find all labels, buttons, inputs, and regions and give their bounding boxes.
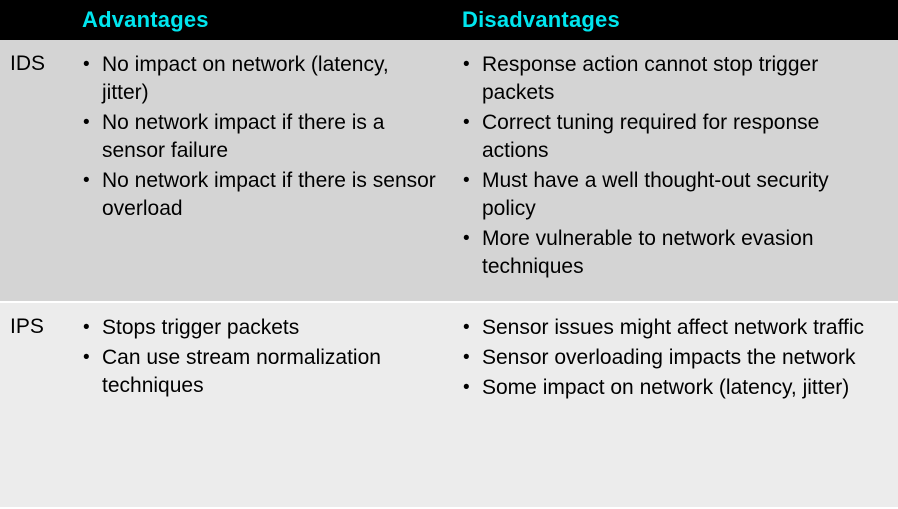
bullet-list-ids-advantages (74, 51, 438, 223)
row-label-ids: IDS (10, 52, 46, 75)
cell-ids-disadvantages (452, 40, 898, 301)
cell-ips-advantages (72, 303, 452, 507)
list-item: • More vulnerable to network evasion techniques (454, 225, 884, 281)
header-cell-disadvantages (452, 7, 898, 33)
row-label-ips: IPS (10, 315, 44, 338)
header-disadvantages-text: Disadvantages (462, 7, 620, 32)
table-row (0, 40, 898, 303)
bullet-list-ips-disadvantages (454, 314, 884, 402)
list-item: • No network impact if there is a sensor failure (74, 109, 438, 165)
list-item: • Response action cannot stop trigger packets (454, 51, 884, 107)
cell-ips-disadvantages (452, 303, 898, 507)
list-item: • Some impact on network (latency, jitter) (454, 374, 884, 402)
header-cell-advantages (72, 7, 452, 33)
list-item: • Sensor overloading impacts the network (454, 344, 884, 372)
bullet-list-ips-advantages (74, 314, 438, 400)
list-item: • No network impact if there is sensor overload (74, 167, 438, 223)
list-item: • Correct tuning required for response actions (454, 109, 884, 165)
list-item: • Must have a well thought-out security policy (454, 167, 884, 223)
list-item: • No impact on network (latency, jitter) (74, 51, 438, 107)
table-row (0, 303, 898, 507)
bullet-list-ids-disadvantages (454, 51, 884, 281)
list-item: • Can use stream normalization techniques (74, 344, 438, 400)
list-item: • Sensor issues might affect network traffic (454, 314, 884, 342)
cell-ids-advantages (72, 40, 452, 301)
table-header-row (0, 0, 898, 40)
header-advantages-text: Advantages (82, 7, 209, 32)
list-item: • Stops trigger packets (74, 314, 438, 342)
